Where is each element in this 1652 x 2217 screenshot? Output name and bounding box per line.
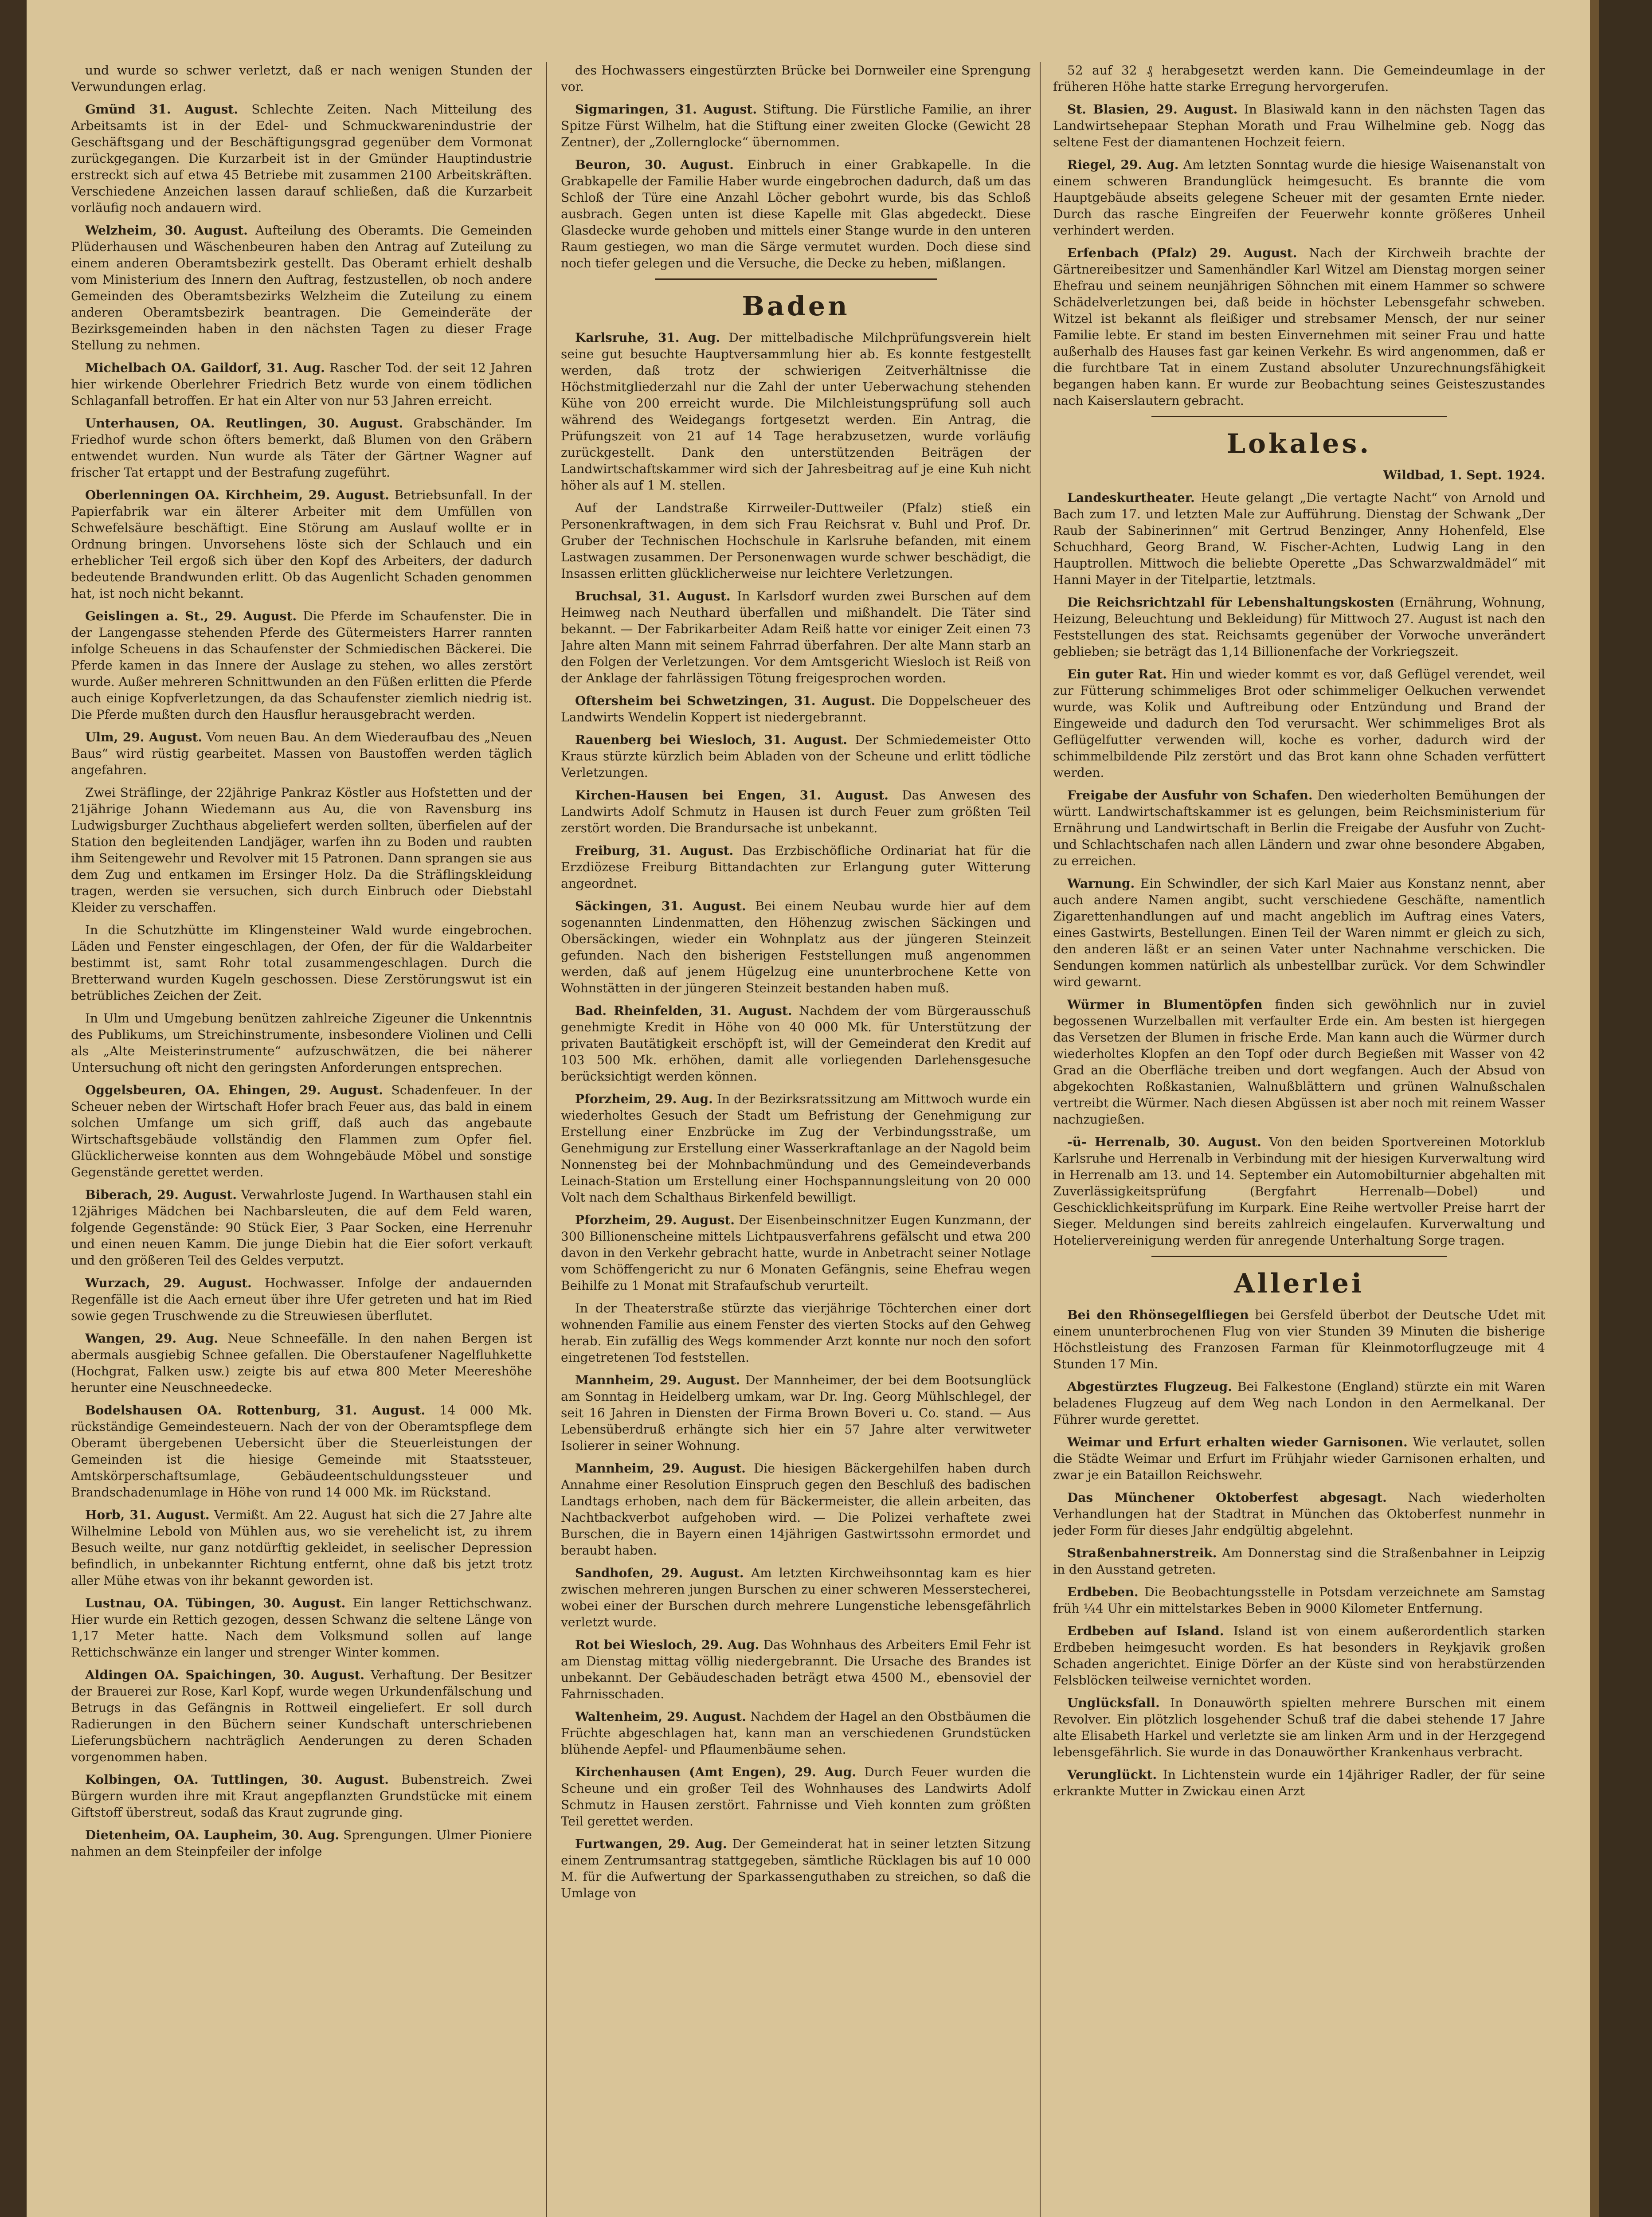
article-dateline: Bad. Rheinfelden, 31. August.: [575, 1003, 792, 1018]
article-paragraph: [71, 1187, 532, 1269]
article-text: Von den beiden Sportvereinen Motorklub Karlsruhe und Herrenalb in Verbindung mit der hiesigen Kurverwaltung wird in Herrenalb am 13. und 14. September ein Automobilturnier abgehalten mit Zuverlässigkeitsprüfung (Bergfahrt Herrenalb—Dobel) und Geschicklichkeitsprüfung im Kurpark. Eine Reihe wertvoller Preise harrt der Sieger. Meldungen sind bereits zahlreich eingelaufen. Kurverwaltung und Hoteliervereinigung werden für anregende Unterhaltung Sorge tragen.: [1053, 1135, 1545, 1248]
article-text: In Ulm und Umgebung benützen zahlreiche Zigeuner die Unkenntnis des Publikums, um Streichinstrumente, insbesondere Violinen und Celli als „Alte Meisterinstrumente“ aufzuschwätzen, die bei näherer Untersuchung oft nicht den geringsten Anforderungen entsprechen.: [71, 1011, 532, 1075]
article-dateline: Ulm, 29. August.: [85, 730, 203, 744]
article-paragraph: [71, 1667, 532, 1765]
article-paragraph: [561, 588, 1031, 686]
article-paragraph: [1053, 594, 1545, 660]
article-dateline: Weimar und Erfurt erhalten wieder Garnisonen.: [1067, 1435, 1408, 1449]
article-paragraph: [71, 415, 532, 481]
article-text: Nachdem der vom Bürgerausschuß genehmigte Kredit in Höhe von 40 000 Mk. für Unterstützung der privaten Bautätigkeit erschöpft ist, will der Gemeinderat den Kredit auf 103 500 Mk. erhöhen, damit alle vorliegenden Darlehensgesuche berücksichtigt werden können.: [561, 1003, 1031, 1084]
article-dateline: Oftersheim bei Schwetzingen, 31. August.: [575, 693, 876, 708]
article-paragraph: [1053, 996, 1545, 1128]
article-text: Auf der Landstraße Kirrweiler-Duttweiler (Pfalz) stieß ein Personenkraftwagen, in dem sich Frau Reichsrat v. Buhl und Prof. Dr. Gruber der Technischen Hochschule in Karlsruhe befanden, mit einem Lastwagen zusammen. Der Personenwagen wurde schwer beschädigt, die Insassen erlitten glücklicherweise nur leichtere Verletzungen.: [561, 501, 1031, 581]
article-dateline: Warnung.: [1067, 876, 1135, 891]
article-text: finden sich gewöhnlich nur in zuviel begossenen Wurzelballen mit verfaulter Erde ein. Am besten ist hiergegen das Versetzen der Blumen in frische Erde. Man kann auch die Würmer durch wiederholtes Klopfen an den Topf oder durch Begießen mit Wasser von 42 Grad an die Oberfläche treiben und dort wegfangen. Auch der Absud von abgekochten Roßkastanien, Walnußblättern und grünen Walnußschalen vertreibt die Würmer. Nach diesen Abgüssen ist aber noch mit reinem Wasser nachzugießen.: [1053, 997, 1545, 1127]
article-dateline: Säckingen, 31. August.: [575, 899, 746, 913]
article-text: Neue Schneefälle. In den nahen Bergen ist abermals ausgiebig Schnee gefallen. Die Oberstaufener Nagelfluhkette (Hochgrat, Falken usw.) zeigte bis auf etwa 800 Meter Meereshöhe herunter eine Neuschneedecke.: [71, 1331, 532, 1395]
article-text: Einbruch in einer Grabkapelle. In die Grabkapelle der Familie Haber wurde eingebrochen dadurch, daß um das Schloß der Türe eine Anzahl Löcher gebohrt wurde, bis das Schloß ausbrach. Gegen unten ist diese Kapelle mit Glas abgedeckt. Diese Glasdecke wurde gehoben und mittels einer Stange wurde in den unteren Raum gestiegen, wo man die Särge vermutet wurden. Doch diese sind noch tiefer gelegen und die Versuche, die Decke zu heben, mißlangen.: [561, 157, 1031, 270]
article-paragraph: [71, 487, 532, 602]
article-paragraph: [1053, 1767, 1545, 1799]
book-binding: [0, 0, 27, 2217]
article-text: (Ernährung, Wohnung, Heizung, Beleuchtung und Bekleidung) für Mittwoch 27. August ist nach den Feststellungen des stat. Reichsamts gegenüber der Vorwoche unverändert geblieben; sie beträgt das 1,14 Billionenfache der Vorkriegszeit.: [1053, 595, 1545, 659]
article-paragraph: [71, 1771, 532, 1821]
article-dateline: Unglücksfall.: [1067, 1696, 1160, 1710]
article-text: Nach der Kirchweih brachte der Gärtnereibesitzer und Samenhändler Karl Witzel am Dienstag morgen seiner Ehefrau und seinem neunjährigen Söhnchen mit einem Hammer so schwere Schädelverletzungen bei, daß beide in höchster Lebensgefahr schweben. Witzel ist bekannt als fleißiger und strebsamer Mensch, der nur seiner Familie lebte. Er stand im besten Einvernehmen mit seiner Frau und hatte außerhalb des Hauses fast gar keinen Verkehr. Es wird angenommen, daß er die furchtbare Tat in einem Zustand absoluter Unzurechnungsfähigkeit begangen haben kann. Er wurde zur Beobachtung seines Geisteszustandes nach Kaiserslautern gebracht.: [1053, 246, 1545, 408]
article-dateline: Bei den Rhönsegelfliegen: [1067, 1308, 1249, 1322]
article-dateline: Erfenbach (Pfalz) 29. August.: [1067, 246, 1297, 260]
article-paragraph: [1053, 101, 1545, 150]
article-dateline: Sandhofen, 29. August.: [575, 1566, 744, 1580]
page-edge-stripe: [1590, 0, 1599, 2217]
article-paragraph: [561, 1003, 1031, 1085]
article-paragraph: [561, 1836, 1031, 1901]
article-text: 52 auf 32 ₰ herabgesetzt werden kann. Die Gemeindeumlage in der früheren Höhe hatte starke Erregung hervorgerufen.: [1053, 63, 1545, 94]
article-dateline: Bruchsal, 31. August.: [575, 589, 731, 603]
section-rule: [655, 278, 937, 280]
article-paragraph: [1053, 490, 1545, 588]
article-paragraph: [561, 1091, 1031, 1206]
article-text: Grabschänder. Im Friedhof wurde schon öfters bemerkt, daß Blumen von den Gräbern entwendet wurden. Nun wurde als Täter der Gärtner Wagner auf frischer Tat ertappt und der Bestrafung zugeführt.: [71, 416, 532, 480]
article-text: Nach wiederholten Verhandlungen hat der Stadtrat in München das Oktoberfest nunmehr in jeder Form für dieses Jahr endgültig abgelehnt.: [1053, 1490, 1545, 1538]
article-dateline: Pforzheim, 29. August.: [575, 1213, 735, 1227]
article-dateline: Würmer in Blumentöpfen: [1067, 997, 1263, 1012]
article-text: Die Doppelscheuer des Landwirts Wendelin Koppert ist niedergebrannt.: [561, 693, 1031, 725]
article-dateline: Unterhausen, OA. Reutlingen, 30. August.: [85, 416, 403, 431]
article-dateline: Horb, 31. August.: [85, 1508, 210, 1522]
article-paragraph: [561, 1637, 1031, 1702]
article-dateline: Freiburg, 31. August.: [575, 843, 734, 858]
article-text: In Donauwörth spielten mehrere Burschen mit einem Revolver. Ein plötzlich losgehender Schuß traf die dabei stehende 17 Jahre alte Elisabeth Harkel und verletzte sie am linken Arm und in der Herzgegend lebensgefährlich. Sie wurde in das Donauwörther Krankenhaus verbracht.: [1053, 1696, 1545, 1759]
article-text: Der mittelbadische Milchprüfungsverein hielt seine gut besuchte Hauptversammlung hier ab. Es konnte festgestellt werden, daß trotz der schwierigen Zeitverhältnisse die Höchstmitgliederzahl nur die Zahl der unter Ueberwachung stehenden Kühe von 200 erreicht wurde. Die Milchleistungsprüfung soll auch während des Weidegangs fortgesetzt werden. Ein Antrag, die Prüfungszeit von 21 auf 14 Tage herabzusetzen, wurde vorläufig zurückgestellt. Dank den unterstützenden Beiträgen der Landwirtschaftskammer wird sich der Jahresbeitrag auf je eine Kuh nicht höher als auf 1 M. stellen.: [561, 330, 1031, 493]
article-dateline: Rauenberg bei Wiesloch, 31. August.: [575, 732, 848, 747]
article-text: In Blasiwald kann in den nächsten Tagen das Landwirtsehepaar Stephan Morath und Frau Wilhelmine geb. Nogg das seltene Fest der diamantenen Hochzeit feiern.: [1053, 102, 1545, 149]
article-text: Am letzten Sonntag wurde die hiesige Waisenanstalt von einem schweren Brandunglück heimgesucht. Es brannte die vom Hauptgebäude abseits gelegene Scheuer mit der gesamten Ernte nieder. Durch das rasche Eingreifen der Feuerwehr konnte größeres Unheil verhindert werden.: [1053, 157, 1545, 238]
article-paragraph: [1053, 1623, 1545, 1688]
article-text: Das Erzbischöfliche Ordinariat hat für die Erzdiözese Freiburg Bittandachten zur Erlangung guter Witterung angeordnet.: [561, 843, 1031, 891]
article-text: Betriebsunfall. In der Papierfabrik war ein älterer Arbeiter mit dem Umfüllen von Schwefelsäure beschäftigt. Eine Störung am Auslauf wollte er in Ordnung bringen. Unvorsehens löste sich der Schlauch und ein erheblicher Teil ergoß sich über den Kopf des Arbeiters, der dadurch bedeutende Brandwunden erlitt. Ob das Augenlicht Schaden genommen hat, ist noch nicht bekannt.: [71, 488, 532, 601]
article-dateline: Beuron, 30. August.: [575, 157, 734, 172]
article-paragraph: [1053, 245, 1545, 409]
article-text: Ein langer Rettichschwanz. Hier wurde ein Rettich gezogen, dessen Schwanz die seltene Länge von 1,17 Meter hatte. Nach dem Volksmund sollen auf lange Rettichschwänze ein langer und strenger Winter kommen.: [71, 1596, 532, 1660]
article-paragraph: [1053, 875, 1545, 990]
article-dateline: Michelbach OA. Gaildorf, 31. Aug.: [85, 360, 325, 375]
article-text: Vom neuen Bau. An dem Wiederaufbau des „Neuen Baus“ wird rüstig gearbeitet. Massen von Baustoffen werden täglich angefahren.: [71, 730, 532, 777]
article-text: Am Donnerstag sind die Straßenbahner in Leipzig in den Ausstand getreten.: [1053, 1546, 1545, 1577]
article-dateline: Die Reichsrichtzahl für Lebenshaltungskosten: [1067, 595, 1394, 610]
article-dateline: Pforzheim, 29. Aug.: [575, 1092, 713, 1106]
article-dateline: Sigmaringen, 31. August.: [575, 102, 757, 117]
article-dateline: Geislingen a. St., 29. August.: [85, 609, 297, 623]
article-text: Die Pferde im Schaufenster. Die in der Langengasse stehenden Pferde des Gütermeisters Harrer rannten infolge Scheuens in das Schaufenster der Schmiedischen Bäckerei. Die Pferde kamen in das Innere der Auslage zu stehen, wo alles zerstört wurde. Außer mehreren Schnittwunden an den Füßen erlitten die Pferde auch einige Kopfverletzungen, da das Schaufenster ziemlich niedrig ist. Die Pferde mußten durch den Hausflur herausgebracht werden.: [71, 609, 532, 722]
article-dateline: Rot bei Wiesloch, 29. Aug.: [575, 1637, 759, 1652]
article-text: Der Eisenbeinschnitzer Eugen Kunzmann, der 300 Billionenscheine mittels Lichtpausverfahrens gefälscht und etwa 200 davon in den Verkehr gebracht hatte, wurde in Anbetracht seiner Notlage vom Schöffengericht zu nur 6 Monaten Gefängnis, seine Ehefrau wegen Beihilfe zu 1 Monat mit Strafaufschub verurteilt.: [561, 1213, 1031, 1293]
article-text: Am letzten Kirchweihsonntag kam es hier zwischen mehreren jungen Burschen zu einer schweren Messerstecherei, wobei einer der Burschen durch mehrere Lungenstiche lebensgefährlich verletzt wurde.: [561, 1566, 1031, 1629]
article-text: Bubenstreich. Zwei Bürgern wurden ihre mit Kraut angepflanzten Grundstücke mit einem Giftstoff überstreut, sodaß das Kraut zugrunde ging.: [71, 1772, 532, 1820]
article-text: Verwahrloste Jugend. In Warthausen stahl ein 12jähriges Mädchen bei Nachbarsleuten, die auf dem Feld waren, folgende Gegenstände: 90 Stück Eier, 3 Paar Socken, eine Herrenuhr und einen neuen Kamm. Die junge Diebin hat die Eier sofort verkauft und den größeren Teil des Geldes verputzt.: [71, 1187, 532, 1268]
article-paragraph: [71, 1010, 532, 1076]
article-paragraph: [71, 1827, 532, 1860]
article-dateline: Straßenbahnerstreik.: [1067, 1546, 1217, 1560]
article-paragraph: [1053, 1584, 1545, 1617]
article-paragraph: [561, 1460, 1031, 1559]
article-paragraph: [71, 1330, 532, 1396]
article-text: Der Schmiedemeister Otto Kraus stürzte kürzlich beim Abladen von der Scheune und erlitt tödliche Verletzungen.: [561, 732, 1031, 780]
column-right: [1053, 62, 1545, 2217]
article-dateline: Verunglückt.: [1067, 1767, 1157, 1782]
article-dateline: Waltenheim, 29. August.: [575, 1709, 746, 1724]
article-paragraph: [561, 500, 1031, 582]
article-dateline: Mannheim, 29. August.: [575, 1373, 740, 1387]
article-text: Schadenfeuer. In der Scheuer neben der Wirtschaft Hofer brach Feuer aus, das bald in einem solchen Umfange um sich griff, daß auch das angebaute Wirtschaftsgebäude vollständig den Flammen zum Opfer fiel. Glücklicherweise konnten aus dem Wohngebäude Möbel und sonstige Gegenstände gerettet werden.: [71, 1083, 532, 1179]
article-paragraph: [1053, 157, 1545, 239]
article-dateline: -ü- Herrenalb, 30. August.: [1067, 1135, 1261, 1149]
article-dateline: Kirchenhausen (Amt Engen), 29. Aug.: [575, 1765, 857, 1779]
article-text: Die Beobachtungsstelle in Potsdam verzeichnete am Samstag früh ¼4 Uhr ein mittelstarkes Beben in 9000 Kilometer Entfernung.: [1053, 1585, 1545, 1616]
article-paragraph: [561, 787, 1031, 836]
article-dateline: Kolbingen, OA. Tuttlingen, 30. August.: [85, 1772, 389, 1787]
article-paragraph: [561, 732, 1031, 781]
article-dateline: Riegel, 29. Aug.: [1067, 157, 1179, 172]
section-heading: Allerlei: [1234, 1268, 1364, 1299]
article-text: Hochwasser. Infolge der andauernden Regenfälle ist die Aach erneut über ihre Ufer getreten und hat im Ried sowie gegen Truschwende zu die Streuwiesen überflutet.: [71, 1276, 532, 1323]
article-paragraph: [561, 1372, 1031, 1454]
article-paragraph: [1053, 787, 1545, 869]
article-text: In der Theaterstraße stürzte das vierjährige Töchterchen einer dort wohnenden Familie aus einem Fenster des vierten Stocks auf den Gehweg herab. Ein zufällig des Wegs kommender Arzt konnte nur noch den sofort eingetretenen Tod feststellen.: [561, 1301, 1031, 1365]
article-text: Island ist von einem außerordentlich starken Erdbeben heimgesucht worden. Es hat besonders in Reykjavik großen Schaden angerichtet. Einige Dörfer an der Küste sind von herabstürzenden Felsblöcken teilweise vernichtet worden.: [1053, 1624, 1545, 1688]
article-paragraph: [71, 360, 532, 409]
column-rule: [546, 62, 547, 2217]
article-paragraph: [71, 222, 532, 353]
article-text: Bei einem Neubau wurde hier auf dem sogenannten Lindenmatten, den Höhenzug zwischen Säckingen und Obersäckingen, wieder ein Wohnplatz aus der jüngeren Steinzeit gefunden. Nach den bisherigen Feststellungen muß angenommen werden, daß auf jenem Hügelzug eine ununterbrochene Kette von Wohnstätten in der jüngeren Steinzeit bestanden haben muß.: [561, 899, 1031, 995]
article-paragraph: [561, 1300, 1031, 1366]
article-text: Den wiederholten Bemühungen der württ. Landwirtschaftskammer ist es gelungen, beim Reichsministerium für Ernährung und Landwirtschaft in Berlin die Freigabe der Ausfuhr von Zucht- und Schlachtschafen nach allen Ländern und zwar ohne besondere Abgaben, zu erreichen.: [1053, 788, 1545, 868]
article-dateline: Dietenheim, OA. Laupheim, 30. Aug.: [85, 1828, 340, 1842]
section-rule: [1151, 416, 1447, 417]
article-paragraph: [71, 1507, 532, 1589]
article-dateline: Kirchen-Hausen bei Engen, 31. August.: [575, 788, 889, 803]
article-paragraph: [561, 62, 1031, 95]
article-paragraph: [71, 922, 532, 1004]
article-paragraph: [71, 101, 532, 216]
article-paragraph: [71, 1082, 532, 1180]
article-paragraph: [1053, 1307, 1545, 1372]
article-dateline: Abgestürztes Flugzeug.: [1067, 1379, 1232, 1394]
section-heading: Lokales.: [1226, 428, 1372, 459]
article-dateline: Erdbeben.: [1067, 1585, 1139, 1599]
article-dateline: Biberach, 29. August.: [85, 1187, 237, 1202]
article-dateline: St. Blasien, 29. August.: [1067, 102, 1238, 117]
article-paragraph: [71, 784, 532, 916]
article-text: Das Wohnhaus des Arbeiters Emil Fehr ist am Dienstag mittag völlig niedergebrannt. Die Ursache des Brandes ist unbekannt. Der Gebäudeschaden beträgt etwa 4500 M., ebensoviel der Fahrnisschaden.: [561, 1637, 1031, 1701]
article-dateline: Ein guter Rat.: [1067, 667, 1167, 682]
article-paragraph: [561, 157, 1031, 271]
article-text: Sprengungen. Ulmer Pioniere nahmen an dem Steinpfeiler der infolge: [71, 1828, 532, 1859]
article-text: Durch Feuer wurden die Scheune und ein großer Teil des Wohnhauses des Landwirts Adolf Schmutz in Hausen zerstört. Fahrnisse und Vieh konnten zum größten Teil gerettet werden.: [561, 1765, 1031, 1829]
article-text: des Hochwassers eingestürzten Brücke bei Dornweiler eine Sprengung vor.: [561, 63, 1031, 94]
book-edge: [1599, 0, 1652, 2217]
column-rule: [1040, 62, 1041, 2217]
article-paragraph: [561, 898, 1031, 996]
column-left: [71, 62, 532, 2217]
article-text: Schlechte Zeiten. Nach Mitteilung des Arbeitsamts ist in der Edel- und Schmuckwarenindustrie der Geschäftsgang und der Beschäftigungsgrad gegenüber dem Vormonat zurückgegangen. Die Kurzarbeit ist in der Gmünder Hauptindustrie erstreckt sich auf etwa 45 Betriebe mit zusammen 2100 Arbeitskräften. Verschiedene Anzeichen lassen darauf schließen, daß die Kurzarbeit vorläufig noch andauern wird.: [71, 102, 532, 215]
article-text: Der Gemeinderat hat in seiner letzten Sitzung einem Zentrumsantrag stattgegeben, sämtliche Rücklagen bis auf 10 000 M. für die Aufwertung der Sparkassenguthaben zu streichen, so daß die Umlage von: [561, 1837, 1031, 1900]
article-paragraph: [561, 1212, 1031, 1294]
article-paragraph: [561, 1764, 1031, 1829]
article-text: Zwei Sträflinge, der 22jährige Pankraz Köstler aus Hofstetten und der 21jährige Johann Wiedemann aus Au, die von Ravensburg ins Ludwigsburger Zuchthaus abgeliefert werden sollten, überfielen auf der Station den begleitenden Landjäger, warfen ihn zu Boden und raubten ihm Seitengewehr und Revolver mit 15 Patronen. Dann sprangen sie aus dem Zug und entkamen im Ersinger Holz. Da die Sträflingskleidung tragen, werden sie versuchen, sich durch Einbruch oder Diebstahl Kleider zu verschaffen.: [71, 785, 532, 915]
article-text: In die Schutzhütte im Klingensteiner Wald wurde eingebrochen. Läden und Fenster eingeschlagen, der Ofen, der für die Waldarbeiter bestimmt ist, samt Rohr total zusammengeschlagen. Durch die Bretterwand wurden Kugeln geschossen. Diese Zerstörungswut ist ein betrübliches Zeichen der Zeit.: [71, 923, 532, 1003]
dateline: Wildbad, 1. Sept. 1924.: [1383, 468, 1545, 482]
article-text: In Karlsdorf wurden zwei Burschen auf dem Heimweg nach Neuthard überfallen und mißhandelt. Die Täter sind bekannt. — Der Fabrikarbeiter Adam Reiß hatte vor einiger Zeit einen 73 Jahre alten Mann mit seinem Fahrrad überfahren. Der alte Mann starb an den Folgen der Verletzungen. Vor dem Amtsgericht Wiesloch ist Reiß von der Anklage der fahrlässigen Tötung freigesprochen worden.: [561, 589, 1031, 685]
article-dateline: Das Münchener Oktoberfest abgesagt.: [1067, 1490, 1387, 1505]
article-paragraph: [71, 608, 532, 723]
article-paragraph: [1053, 1434, 1545, 1483]
article-paragraph: [1053, 1545, 1545, 1578]
article-text: Stiftung. Die Fürstliche Familie, an ihrer Spitze Fürst Wilhelm, hat die Stiftung einer zweiten Glocke (Gewicht 28 Zentner), der „Zollernglocke“ übernommen.: [561, 102, 1031, 149]
article-text: Das Anwesen des Landwirts Adolf Schmutz in Hausen ist durch Feuer zum größten Teil zerstört worden. Die Brandursache ist unbekannt.: [561, 788, 1031, 835]
article-text: Wie verlautet, sollen die Städte Weimar und Erfurt im Frühjahr wieder Garnisonen erhalten, und zwar je ein Bataillon Reichswehr.: [1053, 1435, 1545, 1482]
article-paragraph: [561, 101, 1031, 150]
article-dateline: Karlsruhe, 31. Aug.: [575, 330, 720, 345]
article-text: Ein Schwindler, der sich Karl Maier aus Konstanz nennt, aber auch andere Namen angibt, sucht verschiedene Geschäfte, namentlich Zigarettenhandlungen auf und macht angeblich im Auftrag eines Vaters, eines Gastwirts, Bestellungen. Einen Teil der Waren nimmt er gleich zu sich, den anderen läßt er an seinen Vater unter Nachnahme verschicken. Die Sendungen kommen natürlich als unbestellbar zurück. Vor dem Schwindler wird gewarnt.: [1053, 876, 1545, 989]
article-text: Nachdem der Hagel an den Obstbäumen die Früchte abgeschlagen hat, kann man an verschiedenen Grundstücken blühende Aepfel- und Pflaumenbäume sehen.: [561, 1709, 1031, 1757]
article-text: Hin und wieder kommt es vor, daß Geflügel verendet, weil zur Fütterung schimmeliges Brot oder schimmeliger Oelkuchen verwendet wurde, was Kolik und Auftreibung oder Entzündung und Brand der Eingeweide und dadurch den Tod verursacht. Wer schimmeliges Brot als Geflügelfutter verwenden will, koche es vorher, dadurch wird der schimmelbildende Pilz zerstört und das Brot kann ohne Schaden verfüttert werden.: [1053, 667, 1545, 780]
article-dateline: Gmünd 31. August.: [85, 102, 239, 117]
article-dateline: Landeskurtheater.: [1067, 490, 1195, 505]
article-dateline: Freigabe der Ausfuhr von Schafen.: [1067, 788, 1313, 803]
article-paragraph: [1053, 1134, 1545, 1249]
article-dateline: Wurzach, 29. August.: [85, 1276, 252, 1290]
article-text: Rascher Tod. der seit 12 Jahren hier wirkende Oberlehrer Friedrich Betz wurde von einem tödlichen Schlaganfall betroffen. Er hat ein Alter von nur 53 Jahren erreicht.: [71, 360, 532, 408]
article-text: Heute gelangt „Die vertagte Nacht“ von Arnold und Bach zum 17. und letzten Male zur Aufführung. Dienstag der Schwank „Der Raub der Sabinerinnen“ mit Gertrud Benzinger, Anny Hohenfeld, Else Schuchhard, Georg Brand, W. Fischer-Achten, Ludwig Lang in den Hauptrollen. Mittwoch die beliebte Operette „Das Schwarzwaldmädel“ mit Hanni Mayer in der Titelpartie, letztmals.: [1053, 490, 1545, 587]
article-text: Der Mannheimer, der bei dem Bootsunglück am Sonntag in Heidelberg umkam, war Dr. Ing. Georg Mühlschlegel, der seit 16 Jahren in Diensten der Firma Brown Boveri u. Co. stand. — Aus Lebensüberdruß erhängte sich hier ein 57 Jahre alter verwitweter Isolierer in seiner Wohnung.: [561, 1373, 1031, 1453]
article-dateline: Oberlenningen OA. Kirchheim, 29. August.: [85, 488, 389, 502]
section-heading: Baden: [742, 291, 850, 322]
article-dateline: Furtwangen, 29. Aug.: [575, 1837, 727, 1851]
article-dateline: Wangen, 29. Aug.: [85, 1331, 219, 1346]
article-text: Verhaftung. Der Besitzer der Brauerei zur Rose, Karl Kopf, wurde wegen Urkundenfälschung und Betrugs in das Gefängnis in Rottweil eingeliefert. Er soll durch Radierungen in den Büchern seiner Kundschaft unterschriebenen Lieferungsbüchern nachträglich Aenderungen zu deren Schaden vorgenommen haben.: [71, 1668, 532, 1764]
article-dateline: Welzheim, 30. August.: [85, 223, 248, 238]
article-text: 14 000 Mk. rückständige Gemeindesteuern. Nach der von der Oberamtspflege dem Oberamt übergebenen Uebersicht über die Steuerleistungen der Gemeinden ist die hiesige Gemeinde mit Staatssteuer, Amtskörperschaftsumlage, Gebäudeentschuldungssteuer und Brandschadenumlage in Höhe von rund 14 000 Mk. im Rückstand.: [71, 1403, 532, 1500]
article-paragraph: [1053, 1379, 1545, 1428]
article-paragraph: [1053, 1695, 1545, 1760]
section-rule: [1151, 1256, 1447, 1257]
article-paragraph: [561, 1565, 1031, 1630]
article-paragraph: [1053, 1489, 1545, 1539]
article-text: Bei Falkestone (England) stürzte ein mit Waren beladenes Flugzeug auf dem Weg nach London in den Aermelkanal. Der Führer wurde gerettet.: [1053, 1379, 1545, 1427]
article-paragraph: [1053, 666, 1545, 781]
article-paragraph: [561, 842, 1031, 892]
article-text: Vermißt. Am 22. August hat sich die 27 Jahre alte Wilhelmine Lebold von Mühlen aus, wo sie verehelicht ist, zu ihrem Besuch weilte, nur ganz notdürftig gekleidet, in seelischer Depression befindlich, in unbekannter Richtung entfernt, ohne daß bis jetzt trotz aller Mühe etwas von ihr bekannt geworden ist.: [71, 1508, 532, 1588]
article-dateline: Erdbeben auf Island.: [1067, 1624, 1224, 1638]
article-paragraph: [71, 1275, 532, 1324]
article-paragraph: [71, 1402, 532, 1500]
article-paragraph: [561, 329, 1031, 494]
article-text: In Lichtenstein wurde ein 14jähriger Radler, der für seine erkrankte Mutter in Zwickau einen Arzt: [1053, 1767, 1545, 1798]
article-paragraph: [1053, 62, 1545, 95]
article-dateline: Aldingen OA. Spaichingen, 30. August.: [85, 1668, 364, 1682]
article-paragraph: [71, 729, 532, 778]
article-dateline: Bodelshausen OA. Rottenburg, 31. August.: [85, 1403, 426, 1418]
article-text: Die hiesigen Bäckergehilfen haben durch Annahme einer Resolution Einspruch gegen den Beschluß des badischen Landtags erhoben, nach dem für Bäckermeister, die allein arbeiten, das Nachtbackverbot aufgehoben wird. — Die Polizei verhaftete zwei Burschen, die in Bayern einen 14jährigen Gastwirtssohn ermordet und beraubt haben.: [561, 1461, 1031, 1558]
article-paragraph: [561, 693, 1031, 725]
article-dateline: Mannheim, 29. August.: [575, 1461, 746, 1476]
article-dateline: Oggelsbeuren, OA. Ehingen, 29. August.: [85, 1083, 383, 1097]
article-paragraph: [71, 62, 532, 95]
column-middle: [561, 62, 1031, 2217]
article-paragraph: [71, 1595, 532, 1661]
article-dateline: Lustnau, OA. Tübingen, 30. August.: [85, 1596, 346, 1610]
article-paragraph: [561, 1708, 1031, 1758]
article-text: In der Bezirksratssitzung am Mittwoch wurde ein wiederholtes Gesuch der Stadt um Befristung der Genehmigung zur Erstellung einer Enzbrücke im Zug der Verbindungsstraße, um Genehmigung zur Erstellung einer Wasserkraftanlage an der Nagold beim Nonnensteg bei der Mohnbachmündung und des Gemeindeverbands Leinach-Station um Erstellung einer Hochspannungsleitung von 20 000 Volt nach dem Schalthaus Birkenfeld bewilligt.: [561, 1092, 1031, 1205]
article-text: und wurde so schwer verletzt, daß er nach wenigen Stunden der Verwundungen erlag.: [71, 63, 532, 94]
article-text: Aufteilung des Oberamts. Die Gemeinden Plüderhausen und Wäschenbeuren haben den Antrag auf Zuteilung zu einem anderen Oberamtsbezirk gestellt. Das Oberamt erhielt deshalb vom Ministerium des Innern den Auftrag, festzustellen, ob noch andere Gemeinden des Oberamtsbezirks Welzheim die Zuteilung zu einem anderen Oberamtsbezirk beantragen. Die Gemeinderäte der Bezirksgemeinden haben in den nächsten Tagen zu dieser Frage Stellung zu nehmen.: [71, 223, 532, 353]
article-text: bei Gersfeld überbot der Deutsche Udet mit einem ununterbrochenen Flug von vier Stunden 39 Minuten die bisherige Höchstleistung des Franzosen Farman für Kleinmotorflugzeuge mit 4 Stunden 17 Min.: [1053, 1308, 1545, 1371]
